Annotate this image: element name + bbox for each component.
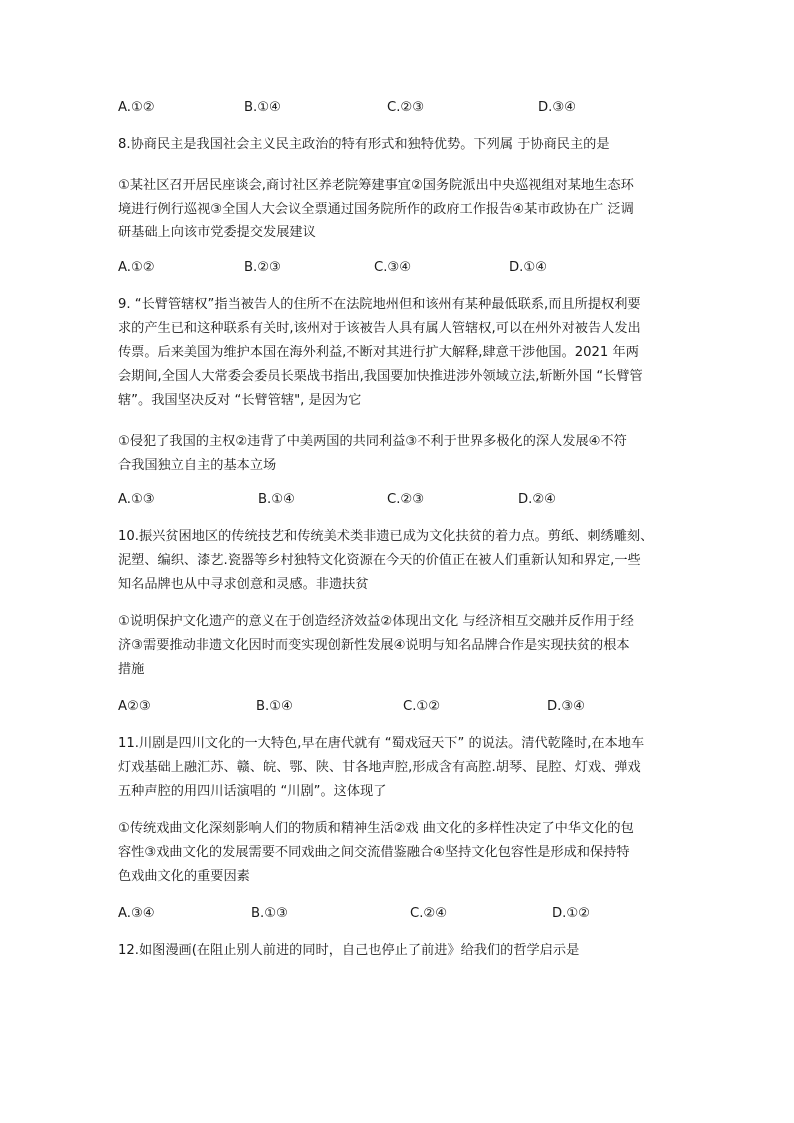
q11-stem-line: 五种声腔的用四川话演唱的 “川剧”。这体现了 [118,784,387,799]
q10-option-c: C.①② [403,699,441,714]
q10-options [0,697,794,717]
q9-option-b: B.①④ [258,492,295,507]
q11-stem-line: 11.川剧是四川文化的一大特色,早在唐代就有 “蜀戏冠天下” 的说法。清代乾隆时,在本地车 [118,736,645,751]
q9-statement-line: ①侵犯了我国的主权②违背了中美两国的共同利益③不利于世界多极化的深人发展④不符 [118,434,627,449]
q10-stem-line: 泥塑、编织、漆艺.瓷器等乡村独特文化资源在今天的价值正在被人们重新认知和界定,一些 [118,553,641,568]
q9-option-c: C.②③ [387,492,425,507]
q7-options [0,98,794,118]
q12-stem: 12.如图漫画(在阻止别人前进的同时，自己也停止了前进》给我们的哲学启示是 [118,943,580,958]
q11-stem-line: 灯戏基础上融汇苏、赣、皖、鄂、陕、甘各地声腔,形成含有高腔.胡琴、昆腔、灯戏、弹戏 [118,760,641,775]
q11-option-b: B.①③ [251,906,288,921]
q10-option-b: B.①④ [256,699,293,714]
q8-statement-line: 境进行例行巡视③全国人大会议全票通过国务院所作的政府工作报告④某市政协在广 泛调 [118,202,634,217]
q10-statement-line: ①说明保护文化遗产的意义在于创造经济效益②体现出文化 与经济相互交融并反作用于经 [118,614,634,629]
q10-stem-line: 10.振兴贫困地区的传统技艺和传统美术类非遗已成为文化扶贫的着力点。剪纸、刺绣雕刻、 [118,529,654,544]
q7-option-a: A.①② [118,100,155,115]
q10-stem-line: 知名品牌也从中寻求创意和灵感。非遗扶贫 [118,577,369,592]
q9-stem-line: 辖”。我国坚决反对 “长臂管辖", 是因为它 [118,393,362,408]
q11-statement-line: 色戏曲文化的重要因素 [118,869,250,884]
q11-option-d: D.①② [552,906,590,921]
q10-option-d: D.③④ [547,699,585,714]
q11-statement-line: ①传统戏曲文化深刻影响人们的物质和精神生活②戏 曲文化的多样性决定了中华文化的包 [118,821,634,836]
q11-statement-line: 容性③戏曲文化的发展需要不同戏曲之间交流借鉴融合④坚持文化包容性是形成和保持特 [118,845,630,860]
q9-stem-line: 求的产生已和这种联系有关时,该州对于该被告人具有属人管辖权,可以在州外对被告人发出 [118,321,641,336]
q10-statement-line: 济③需要推动非遗文化因时而变实现创新性发展④说明与知名品牌合作是实现扶贫的根本 [118,638,630,653]
q10-statement-line: 措施 [118,662,145,677]
q8-statement-line: ①某社区召开居民座谈会,商讨社区养老院筹建事宜②国务院派出中央巡视组对某地生态环 [118,178,634,193]
q9-option-a: A.①③ [118,492,155,507]
q7-option-d: D.③④ [538,100,576,115]
q9-stem-line: 会期间,全国人大常委会委员长栗战书指出,我国要加快推进涉外领域立法,斩断外国 “长臂管 [118,369,643,384]
q8-option-c: C.③④ [374,260,412,275]
q9-option-d: D.②④ [518,492,556,507]
q8-options [0,258,794,278]
q10-option-a: A②③ [118,699,151,714]
q9-options [0,490,794,510]
q8-option-d: D.①④ [509,260,547,275]
q8-option-a: A.①② [118,260,155,275]
q8-statement-line: 研基础上向该市党委提交发展建议 [118,225,316,240]
q8-option-b: B.②③ [244,260,281,275]
q9-statement-line: 合我国独立自主的基本立场 [118,458,277,473]
q9-stem-line: 传票。后来美国为维护本国在海外利益,不断对其进行扩大解释,肆意干涉他国。2021 年两 [118,345,639,360]
q8-stem: 8.协商民主是我国社会主义民主政治的特有形式和独特优势。下列属 于协商民主的是 [118,137,610,152]
q11-option-a: A.③④ [118,906,155,921]
q9-stem-line: 9. “长臂管辖权”指当被告人的住所不在法院地州但和该州有某种最低联系,而且所提权利要 [118,297,641,312]
q7-option-b: B.①④ [244,100,281,115]
q11-options [0,904,794,924]
q11-option-c: C.②④ [410,906,448,921]
q7-option-c: C.②③ [387,100,425,115]
